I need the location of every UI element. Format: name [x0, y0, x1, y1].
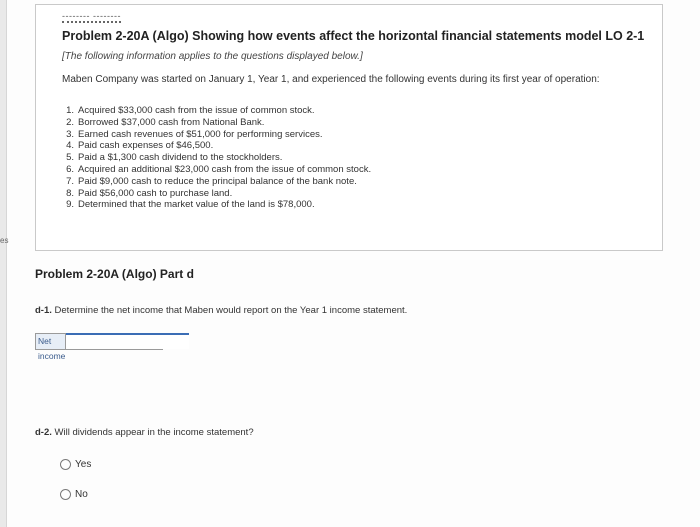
cut-header: -------- -------- — [62, 11, 121, 21]
event-item: 1. Acquired $33,000 cash from the issue of common stock. — [66, 105, 315, 116]
event-item: 9. Determined that the market value of the land is $78,000. — [66, 199, 315, 211]
event-item: 7. Paid $9,000 cash to reduce the principal balance of the bank note. — [66, 175, 357, 187]
problem-info-box — [35, 4, 663, 251]
event-item: 5. Paid a $1,300 cash dividend to the stockholders. — [66, 152, 283, 164]
net-income-answer-row — [35, 333, 163, 361]
radio-button-yes[interactable] — [60, 459, 71, 470]
net-income-label: Net income — [38, 336, 66, 361]
question-d1: d-1. Determine the net income that Maben would report on the Year 1 income statement. — [35, 305, 408, 316]
event-item: 6. Acquired an additional $23,000 cash from the issue of common stock. — [66, 163, 372, 175]
event-item: 2. Borrowed $37,000 cash from National Bank. — [66, 116, 265, 128]
events-list — [62, 105, 371, 211]
radio-button-no[interactable] — [60, 489, 71, 500]
radio-option-yes[interactable]: Yes — [60, 459, 91, 470]
problem-title: Problem 2-20A (Algo) Showing how events affect the horizontal financial statements model LO 2-1 — [62, 29, 645, 43]
net-income-input[interactable] — [66, 333, 189, 349]
event-item: 4. Paid cash expenses of $46,500. — [66, 140, 214, 152]
event-item: 3. Earned cash revenues of $51,000 for performing services. — [66, 128, 323, 140]
radio-option-no[interactable]: No — [60, 489, 88, 500]
left-panel-edge — [0, 0, 7, 527]
event-item: 8. Paid $56,000 cash to purchase land. — [66, 187, 233, 199]
problem-intro: Maben Company was started on January 1, Year 1, and experienced the following events during its first year of operation: — [62, 74, 600, 85]
question-d2: d-2. Will dividends appear in the income statement? — [35, 427, 254, 438]
part-title: Problem 2-20A (Algo) Part d — [35, 267, 194, 281]
side-mark: es — [0, 236, 9, 245]
info-note: [The following information applies to the questions displayed below.] — [62, 51, 363, 62]
